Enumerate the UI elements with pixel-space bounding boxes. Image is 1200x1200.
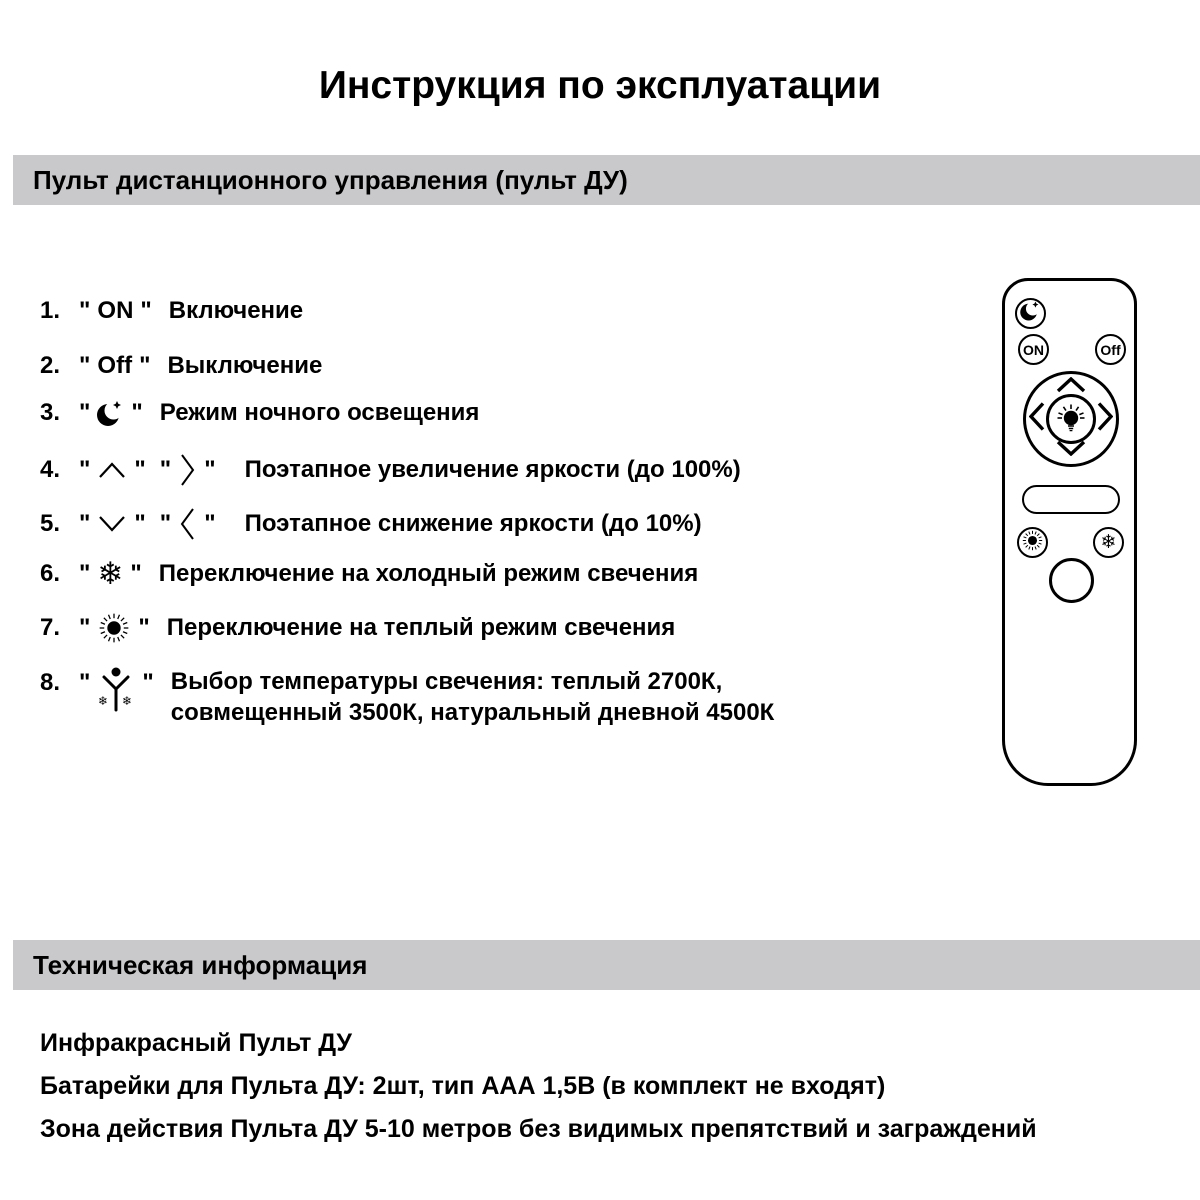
chevron-right-icon xyxy=(1097,401,1113,438)
open-quote: " xyxy=(79,297,91,324)
warm-mode-button xyxy=(1017,527,1048,558)
open-quote: " xyxy=(79,510,91,537)
item-number: 3. xyxy=(40,399,61,426)
item-description: Выключение xyxy=(167,352,323,379)
list-item-off xyxy=(40,351,322,381)
open-quote: " xyxy=(79,456,91,483)
close-quote: " xyxy=(142,669,154,696)
list-item-temperature-select xyxy=(40,666,774,728)
remote-control-illustration xyxy=(1002,278,1137,786)
item-number: 2. xyxy=(40,352,61,379)
snowflake-icon: ❄ xyxy=(122,694,133,708)
brightness-dpad xyxy=(1023,371,1119,467)
sun-icon xyxy=(1021,529,1044,557)
list-item-brightness-up xyxy=(40,452,741,488)
chevron-up-icon xyxy=(97,460,127,480)
open-quote: " xyxy=(79,560,91,587)
open-quote: " xyxy=(79,614,91,641)
color-temperature-icon xyxy=(97,666,135,712)
section-header-remote-label: Пульт дистанционного управления (пульт ДУ) xyxy=(33,165,628,195)
round-button xyxy=(1049,558,1094,603)
item-number: 1. xyxy=(40,297,61,324)
bulb-icon xyxy=(1053,399,1089,440)
snowflake-icon: ❄ xyxy=(1100,532,1117,553)
list-item-brightness-down xyxy=(40,506,702,542)
off-button xyxy=(1095,334,1126,365)
close-quote: " xyxy=(140,297,152,324)
open-quote: " xyxy=(79,352,91,379)
night-mode-button xyxy=(1015,298,1046,329)
open-quote: " xyxy=(159,456,172,483)
pill-button xyxy=(1022,485,1120,514)
chevron-left-icon xyxy=(178,506,197,542)
chevron-down-icon xyxy=(97,514,127,534)
item-description: Переключение на теплый режим свечения xyxy=(166,614,676,641)
on-button xyxy=(1018,334,1049,365)
close-quote: " xyxy=(134,510,146,537)
open-quote: " xyxy=(79,669,91,696)
page-title: Инструкция по эксплуатации xyxy=(318,64,882,107)
item-description: Переключение на холодный режим свечения xyxy=(158,560,699,587)
tech-info-line: Инфракрасный Пульт ДУ xyxy=(40,1029,352,1057)
item-description: Поэтапное увеличение яркости (до 100%) xyxy=(244,456,741,483)
close-quote: " xyxy=(139,352,151,379)
sun-icon xyxy=(97,611,131,645)
light-button xyxy=(1046,394,1096,444)
off-button-label: Off xyxy=(1100,341,1121,358)
item-number: 7. xyxy=(40,614,61,641)
snowflake-icon: ❄ xyxy=(98,694,109,708)
moon-star-icon xyxy=(1020,300,1041,327)
item-description: Включение xyxy=(168,297,304,324)
off-key-label: Off xyxy=(97,352,133,379)
tech-info-line: Зона действия Пульта ДУ 5-10 метров без видимых препятствий и заграждений xyxy=(40,1115,1037,1143)
section-header-tech xyxy=(13,940,1200,990)
item-number: 4. xyxy=(40,456,61,483)
item-description: Поэтапное снижение яркости (до 10%) xyxy=(244,510,702,537)
close-quote: " xyxy=(130,560,142,587)
item-number: 8. xyxy=(40,669,61,696)
item-description: Режим ночного освещения xyxy=(159,399,480,426)
cold-mode-button xyxy=(1093,527,1124,558)
item-number: 6. xyxy=(40,560,61,587)
section-header-remote xyxy=(13,155,1200,205)
open-quote: " xyxy=(159,510,172,537)
section-header-tech-label: Техническая информация xyxy=(33,950,368,980)
close-quote: " xyxy=(131,399,143,426)
moon-star-icon xyxy=(97,399,124,428)
chevron-right-icon xyxy=(178,452,197,488)
close-quote: " xyxy=(138,614,150,641)
close-quote: " xyxy=(134,456,146,483)
list-item-warm-mode xyxy=(40,611,675,645)
list-item-cold-mode xyxy=(40,556,699,591)
item-description: Выбор температуры свечения: теплый 2700К, совмещенный 3500К, натуральный дневной 4500К xyxy=(170,668,775,726)
open-quote: " xyxy=(79,399,91,426)
tech-info-line: Батарейки для Пульта ДУ: 2шт, тип ААА 1,5В (в комплект не входят) xyxy=(40,1072,886,1100)
list-item-night-mode xyxy=(40,398,479,428)
chevron-left-icon xyxy=(1029,401,1045,438)
snowflake-icon: ❄ xyxy=(97,556,124,591)
on-button-label: ON xyxy=(1023,341,1044,358)
item-number: 5. xyxy=(40,510,61,537)
close-quote: " xyxy=(204,510,216,537)
close-quote: " xyxy=(204,456,216,483)
list-item-on xyxy=(40,296,303,326)
on-key-label: ON xyxy=(97,297,134,324)
